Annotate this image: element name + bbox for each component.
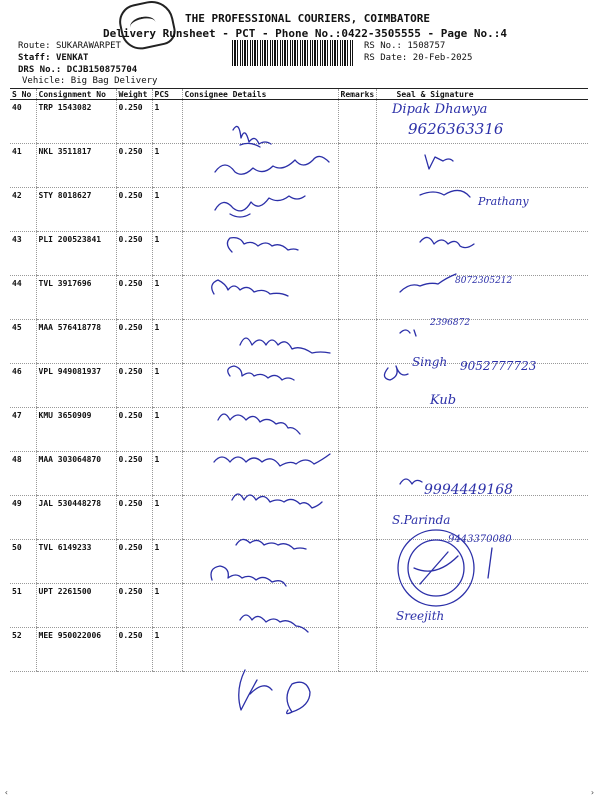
cell-consignment: TVL 6149233 — [36, 540, 116, 584]
consignee-scribble — [214, 454, 330, 466]
cell-sno: 46 — [10, 364, 36, 408]
consignee-scribble — [233, 126, 271, 147]
seal-stroke — [488, 548, 492, 578]
consignee-scribble — [240, 338, 330, 353]
cell-weight: 0.250 — [116, 144, 152, 188]
cell-sno: 44 — [10, 276, 36, 320]
signature-text: 8072305212 — [455, 276, 513, 286]
drs-label: DRS No.: — [18, 65, 62, 75]
cell-weight: 0.250 — [116, 232, 152, 276]
cell-weight: 0.250 — [116, 540, 152, 584]
signature-text: Dipak Dhawya — [392, 102, 488, 117]
col-consignee: Consignee Details — [182, 89, 338, 100]
rs-date-label: RS Date: — [364, 53, 408, 63]
cell-pcs: 1 — [152, 496, 182, 540]
signature-text: S.Parinda — [392, 513, 451, 527]
consignee-scribble — [211, 566, 286, 586]
signature-scribble — [400, 479, 422, 484]
cell-weight: 0.250 — [116, 188, 152, 232]
cell-consignment: UPT 2261500 — [36, 584, 116, 628]
cell-consignment: PLI 200523841 — [36, 232, 116, 276]
cell-weight: 0.250 — [116, 452, 152, 496]
cell-weight: 0.250 — [116, 100, 152, 144]
staff-label: Staff: — [18, 53, 51, 63]
cell-consignment: KMU 3650909 — [36, 408, 116, 452]
cell-sno: 50 — [10, 540, 36, 584]
col-weight: Weight — [116, 89, 152, 100]
cell-pcs: 1 — [152, 100, 182, 144]
vehicle-label: Vehicle: — [22, 76, 66, 86]
drs-value: DCJB150875704 — [66, 65, 138, 75]
col-pcs: PCS — [152, 89, 182, 100]
cell-pcs: 1 — [152, 452, 182, 496]
signature-scribble — [420, 190, 470, 197]
cell-consignment: TRP 1543082 — [36, 100, 116, 144]
signature-text: 2396872 — [430, 318, 471, 328]
col-sno: S No — [10, 89, 36, 100]
cell-weight: 0.250 — [116, 496, 152, 540]
route-value: SUKARAWARPET — [55, 41, 121, 51]
consignee-scribble — [212, 280, 288, 296]
signature-text: 9052777723 — [460, 359, 537, 373]
cell-pcs: 1 — [152, 584, 182, 628]
cell-sno: 47 — [10, 408, 36, 452]
cell-sno: 43 — [10, 232, 36, 276]
signature-text: 9626363316 — [408, 120, 504, 138]
cell-pcs: 1 — [152, 232, 182, 276]
consignee-scribble — [228, 366, 294, 380]
signature-text: Singh — [412, 355, 448, 369]
cell-pcs: 1 — [152, 364, 182, 408]
route-label: Route: — [18, 41, 51, 51]
consignee-scribble — [240, 615, 308, 632]
cell-sno: 51 — [10, 584, 36, 628]
col-signature: Seal & Signature — [376, 89, 588, 100]
cell-consignment: STY 8018627 — [36, 188, 116, 232]
signature-scribble — [425, 155, 453, 169]
signature-text: Prathany — [478, 195, 529, 208]
signature-text: 9994449168 — [424, 482, 514, 498]
cell-consignment: VPL 949081937 — [36, 364, 116, 408]
cell-weight: 0.250 — [116, 320, 152, 364]
bottom-signature — [239, 670, 310, 714]
signature-scribble — [400, 330, 416, 336]
cell-weight: 0.250 — [116, 364, 152, 408]
col-remarks: Remarks — [338, 89, 376, 100]
cell-pcs: 1 — [152, 540, 182, 584]
signature-text: Kub — [430, 393, 457, 408]
col-consignment: Consignment No — [36, 89, 116, 100]
runsheet-title: Delivery Runsheet - PCT - Phone No.:0422-3505555 - Page No.:4 — [103, 27, 507, 40]
corner-mark-right: › — [590, 788, 595, 797]
cell-weight: 0.250 — [116, 276, 152, 320]
cell-consignment: MAA 303064870 — [36, 452, 116, 496]
cell-sno: 52 — [10, 628, 36, 672]
consignee-scribble — [232, 494, 322, 508]
company-name: THE PROFESSIONAL COURIERS, COIMBATORE — [185, 12, 431, 25]
cell-sno: 49 — [10, 496, 36, 540]
cell-pcs: 1 — [152, 320, 182, 364]
consignee-scribble — [227, 238, 298, 252]
cell-pcs: 1 — [152, 276, 182, 320]
rs-no-value: 1508757 — [407, 41, 446, 51]
cell-consignment: TVL 3917696 — [36, 276, 116, 320]
cell-pcs: 1 — [152, 144, 182, 188]
cell-weight: 0.250 — [116, 408, 152, 452]
consignee-scribble — [236, 539, 306, 549]
cell-weight: 0.250 — [116, 584, 152, 628]
vehicle-value: Big Bag Delivery — [70, 76, 158, 86]
consignee-scribble — [215, 156, 329, 174]
cell-consignment: MEE 950022006 — [36, 628, 116, 672]
staff-value: VENKAT — [55, 53, 89, 63]
signature-scribble — [384, 366, 408, 380]
signature-scribble — [420, 237, 474, 247]
cell-sno: 48 — [10, 452, 36, 496]
cell-consignment: JAL 530448278 — [36, 496, 116, 540]
cell-consignment: MAA 576418778 — [36, 320, 116, 364]
corner-mark-left: ‹ — [4, 788, 9, 797]
company-seal — [398, 530, 474, 606]
cell-sno: 40 — [10, 100, 36, 144]
company-seal-inner — [408, 540, 464, 596]
cell-pcs: 1 — [152, 628, 182, 672]
cell-sno: 41 — [10, 144, 36, 188]
signature-scribble — [400, 274, 456, 292]
cell-pcs: 1 — [152, 408, 182, 452]
signature-text: Sreejith — [396, 609, 445, 623]
signature-text: 9443370080 — [448, 534, 512, 545]
rs-no-label: RS No.: — [364, 41, 402, 51]
cell-consignment: NKL 3511817 — [36, 144, 116, 188]
cell-pcs: 1 — [152, 188, 182, 232]
cell-weight: 0.250 — [116, 628, 152, 672]
rs-date-value: 20-Feb-2025 — [412, 53, 473, 63]
company-seal-mark — [414, 552, 458, 584]
consignee-scribble — [215, 196, 305, 217]
cell-sno: 42 — [10, 188, 36, 232]
consignee-scribble — [218, 414, 300, 434]
cell-sno: 45 — [10, 320, 36, 364]
